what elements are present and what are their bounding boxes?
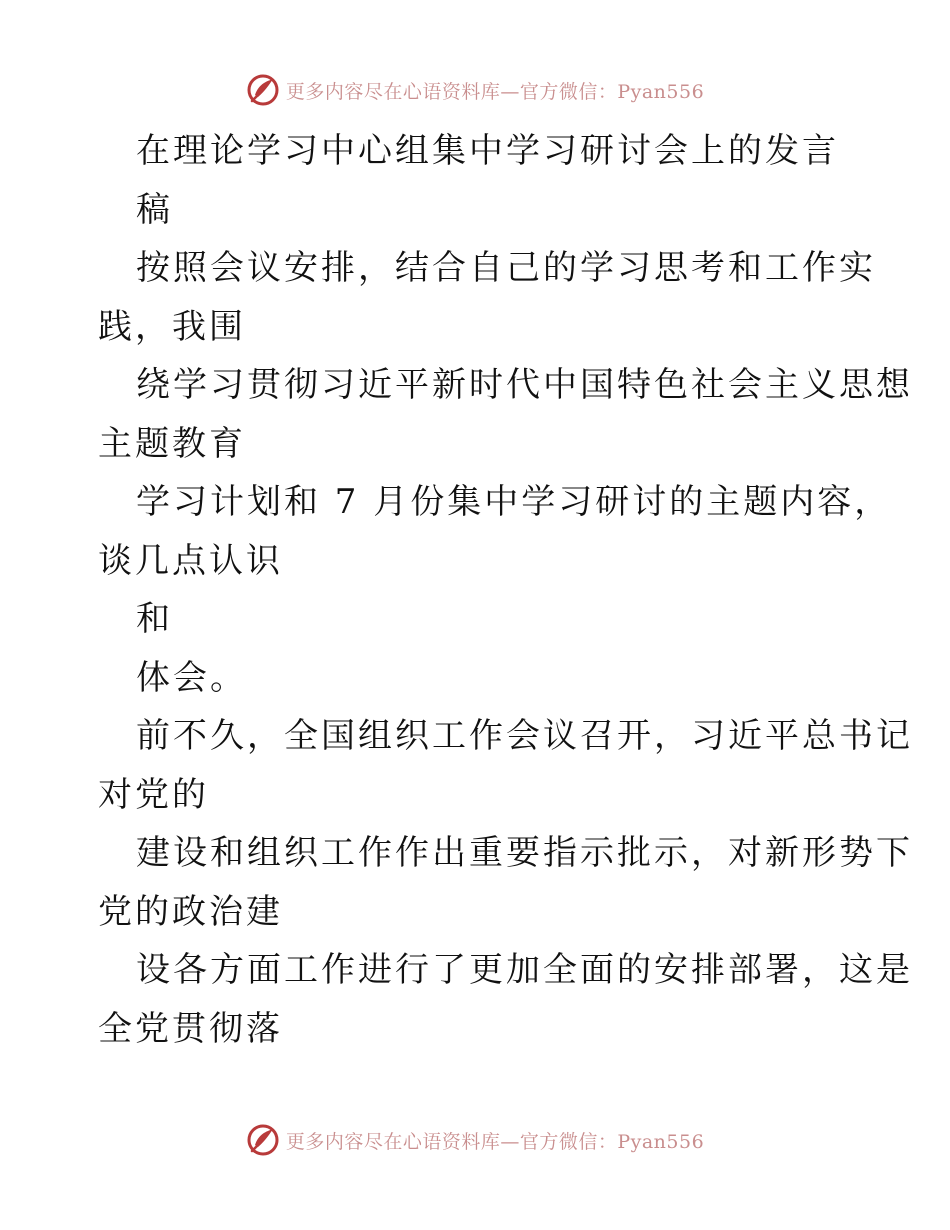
text-line: 全党贯彻落 [98,1008,283,1049]
text-line: 主题教育 [98,423,246,464]
logo-icon [246,73,280,107]
text-line: 体会。 [136,657,247,698]
footer-banner-text: 更多内容尽在心语资料库—官方微信：Pyan556 [285,1130,705,1153]
header-banner-text: 更多内容尽在心语资料库—官方微信：Pyan556 [285,80,705,103]
text-line: 绕学习贯彻习近平新时代中国特色社会主义思想 [136,365,913,405]
text-line: 稿 [136,189,173,230]
text-line: 党的政治建 [98,891,283,932]
text-line: 设各方面工作进行了更加全面的安排部署，这是 [136,950,913,990]
text-line: 和 [136,599,173,639]
text-line: 践，我围 [98,306,246,347]
document-body [98,122,913,1058]
text-line: 前不久，全国组织工作会议召开，习近平总书记 [136,716,913,756]
text-line: 学习计划和 7 月份集中学习研讨的主题内容， [136,482,892,522]
text-line: 建设和组织工作作出重要指示批示，对新形势下 [136,833,913,873]
text-line: 谈几点认识 [98,540,283,581]
footer-banner [0,1120,950,1160]
text-line: 按照会议安排，结合自己的学习思考和工作实 [136,248,876,288]
logo-icon [246,1123,280,1157]
text-line: 对党的 [98,774,209,815]
header-banner [0,70,950,110]
text-line: 在理论学习中心组集中学习研讨会上的发言 [136,131,839,171]
